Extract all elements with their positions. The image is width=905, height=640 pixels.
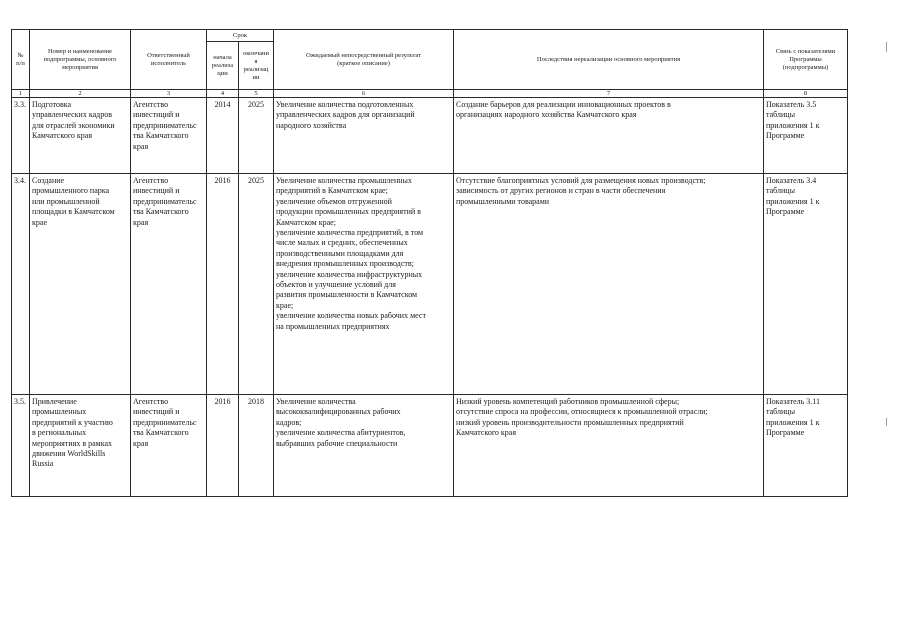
text-line: п/п — [16, 59, 25, 67]
text-line: в региональных — [32, 428, 87, 438]
indicator-link — [764, 98, 848, 174]
measure-name — [30, 395, 131, 497]
text-line: инвестиций и — [133, 110, 180, 120]
measures-table — [11, 29, 848, 497]
text-line: реализац — [243, 65, 269, 73]
text-line: числе малых и средних, обеспеченных — [276, 238, 408, 248]
indicator-link — [764, 174, 848, 395]
text-line: производственными площадками для — [276, 248, 404, 258]
end-year: 2025 — [239, 174, 274, 395]
expected-result — [274, 395, 454, 497]
text-line: Камчатском крае; — [276, 217, 336, 227]
header-executor — [131, 30, 207, 90]
text-line: увеличение объемов отгруженной — [276, 196, 392, 206]
text-line: увеличение количества абитуриентов, — [276, 428, 406, 438]
text-line: тва Камчатского — [133, 207, 189, 217]
table-row — [12, 98, 848, 174]
column-number: 2 — [30, 90, 131, 98]
consequences — [454, 174, 764, 395]
text-line: исполнитель — [150, 59, 187, 67]
text-line: таблицы — [766, 407, 795, 417]
text-line: для отраслей экономики — [32, 120, 115, 130]
text-line: приложения 1 к — [766, 417, 820, 427]
text-line: Отсутствие благоприятных условий для размещения новых производств; — [456, 176, 706, 185]
text-line: промышленного парка — [32, 186, 110, 196]
text-line: края — [133, 141, 149, 151]
text-line: крае — [32, 217, 47, 227]
text-line: Подготовка — [32, 100, 72, 109]
text-line: инвестиций и — [133, 186, 180, 196]
text-line: предприятий в Камчатском крае; — [276, 186, 388, 196]
header-link — [764, 30, 848, 90]
text-line: приложения 1 к — [766, 120, 820, 130]
text-line: края — [133, 217, 149, 227]
expected-result — [274, 98, 454, 174]
header-start — [207, 42, 239, 90]
text-line: мероприятия — [61, 63, 98, 71]
indicator-link — [764, 395, 848, 497]
text-line: предприятий к участию — [32, 417, 113, 427]
text-line: объектов и улучшение условий для — [276, 280, 396, 290]
text-line: народного хозяйства — [276, 120, 347, 130]
header-name — [30, 30, 131, 90]
text-line: Агентство — [133, 100, 169, 109]
text-line: управленческих кадров для организаций — [276, 110, 415, 120]
text-line: (подпрограммы) — [782, 63, 829, 71]
text-line: или промышленной — [32, 196, 100, 206]
header-term: Срок — [207, 30, 274, 42]
text-line: Ответственный — [147, 51, 190, 59]
executor — [131, 174, 207, 395]
column-numbers-row — [12, 90, 848, 98]
text-line: Ожидаемый непосредственный результат — [306, 51, 421, 59]
text-line: Программы — [789, 55, 822, 63]
text-line: кадров; — [276, 417, 302, 427]
text-line: увеличение количества предприятий, в том — [276, 228, 424, 238]
header-result — [274, 30, 454, 90]
text-line: выбравших рабочие специальности — [276, 438, 398, 448]
text-line: Агентство — [133, 397, 169, 406]
column-number: 1 — [12, 90, 30, 98]
executor — [131, 98, 207, 174]
text-line: организациях народного хозяйства Камчатского края — [456, 110, 637, 120]
text-line: высококвалифицированных рабочих — [276, 407, 401, 417]
text-line: приложения 1 к — [766, 196, 820, 206]
column-number: 8 — [764, 90, 848, 98]
column-number: 7 — [454, 90, 764, 98]
scan-mark — [886, 418, 887, 426]
header-num — [12, 30, 30, 90]
header-consequences: Последствия нереализации основного мероприятия — [454, 30, 764, 90]
text-line: на промышленных предприятиях — [276, 321, 390, 331]
text-line: ии — [252, 73, 260, 81]
text-line: промышленными товарами — [456, 196, 550, 206]
document-page — [11, 29, 847, 497]
text-line: края — [133, 438, 149, 448]
table-row — [12, 395, 848, 497]
text-line: Агентство — [133, 176, 169, 185]
text-line: Программе — [766, 131, 805, 141]
table-row — [12, 174, 848, 395]
column-number: 6 — [274, 90, 454, 98]
text-line: Создание барьеров для реализации инновационных проектов в — [456, 100, 671, 109]
text-line: Привлечение — [32, 397, 77, 406]
text-line: отсутствие спроса на профессии, относящиеся к промышленной отрасли; — [456, 407, 708, 417]
text-line: (краткое описание) — [337, 59, 390, 67]
text-line: низкий уровень производительности промышленных предприятий — [456, 417, 684, 427]
measure-name — [30, 174, 131, 395]
text-line: Увеличение количества подготовленных — [276, 100, 414, 109]
text-line: площадки в Камчатском — [32, 207, 115, 217]
end-year: 2018 — [239, 395, 274, 497]
text-line: Russia — [32, 459, 54, 469]
text-line: увеличение количества новых рабочих мест — [276, 311, 426, 321]
row-number: 3.5. — [12, 395, 30, 497]
text-line: предпринимательс — [133, 196, 197, 206]
text-line: Увеличение количества — [276, 397, 356, 406]
text-line: таблицы — [766, 110, 795, 120]
text-line: инвестиций и — [133, 407, 180, 417]
text-line: Камчатского края — [32, 131, 93, 141]
start-year: 2014 — [207, 98, 239, 174]
text-line: Показатель 3.11 — [766, 397, 820, 406]
text-line: внедрения промышленных производств; — [276, 259, 414, 269]
row-number: 3.3. — [12, 98, 30, 174]
measure-name — [30, 98, 131, 174]
start-year: 2016 — [207, 174, 239, 395]
text-line: Программе — [766, 428, 805, 438]
text-line: Создание — [32, 176, 65, 185]
text-line: промышленных — [32, 407, 87, 417]
text-line: Низкий уровень компетенций работников промышленной сферы; — [456, 397, 680, 406]
text-line: тва Камчатского — [133, 428, 189, 438]
text-line: развития промышленности в Камчатском — [276, 290, 418, 300]
text-line: Номер и наименование — [47, 47, 113, 55]
end-year: 2025 — [239, 98, 274, 174]
text-line: предпринимательс — [133, 120, 197, 130]
text-line: тва Камчатского — [133, 131, 189, 141]
text-line: я — [254, 57, 258, 65]
expected-result — [274, 174, 454, 395]
text-line: подпрограммы, основного — [43, 55, 117, 63]
text-line: крае; — [276, 300, 294, 310]
column-number: 5 — [239, 90, 274, 98]
column-number: 4 — [207, 90, 239, 98]
text-line: Камчатского края — [456, 428, 517, 438]
consequences — [454, 395, 764, 497]
text-line: реализа — [211, 61, 234, 69]
text-line: Программе — [766, 207, 805, 217]
text-line: ции — [217, 69, 228, 77]
text-line: Показатель 3.5 — [766, 100, 817, 109]
text-line: предпринимательс — [133, 417, 197, 427]
executor — [131, 395, 207, 497]
text-line: начала — [213, 53, 232, 61]
header-end — [239, 42, 274, 90]
text-line: движения WorldSkills — [32, 449, 106, 459]
column-number: 3 — [131, 90, 207, 98]
text-line: таблицы — [766, 186, 795, 196]
text-line: Увеличение количества промышленных — [276, 176, 412, 185]
text-line: Связь с показателями — [775, 47, 836, 55]
text-line: увеличение количества инфраструктурных — [276, 269, 423, 279]
text-line: окончани — [243, 49, 269, 57]
text-line: № — [17, 51, 24, 59]
start-year: 2016 — [207, 395, 239, 497]
text-line: управленческих кадров — [32, 110, 112, 120]
text-line: зависимость от других регионов и стран в части обеспечения — [456, 186, 666, 196]
row-number: 3.4. — [12, 174, 30, 395]
text-line: Показатель 3.4 — [766, 176, 817, 185]
text-line: продукции промышленных предприятий в — [276, 207, 421, 217]
scan-mark — [886, 42, 887, 52]
text-line: мероприятиях в рамках — [32, 438, 113, 448]
consequences — [454, 98, 764, 174]
